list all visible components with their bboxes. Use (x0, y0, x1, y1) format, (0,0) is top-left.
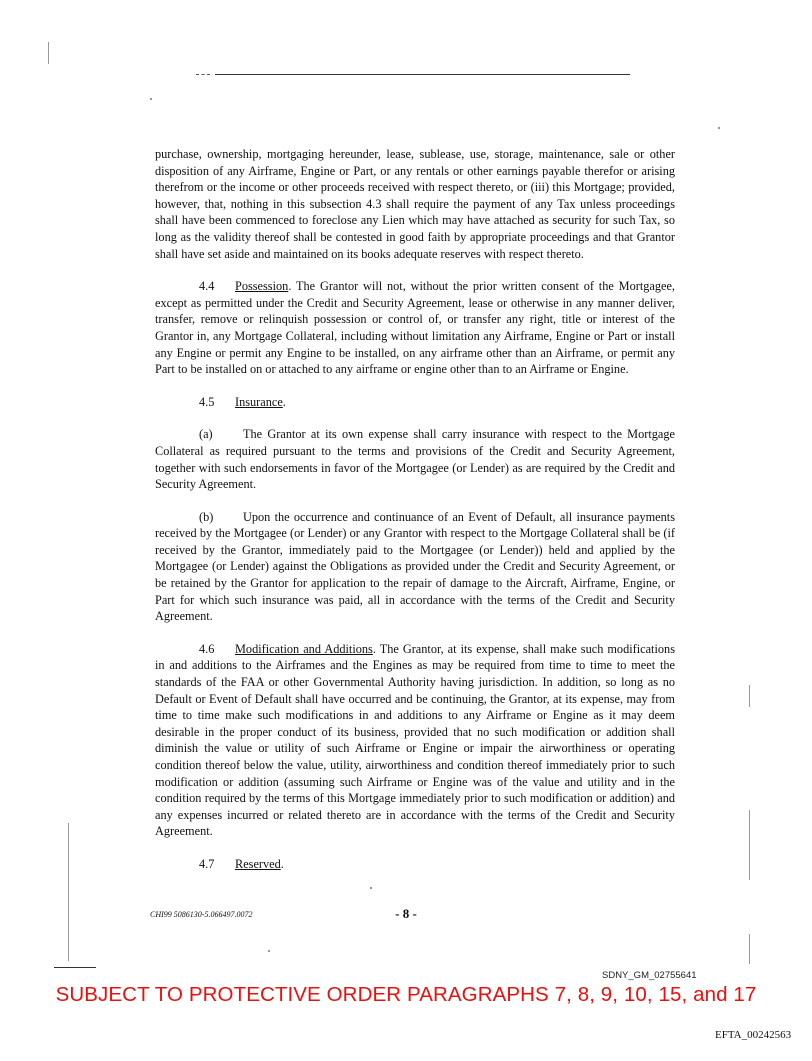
scan-speck (718, 127, 720, 129)
page-number: - 8 - (395, 906, 417, 921)
section-4-4 (155, 278, 675, 378)
scan-margin-mark (48, 42, 49, 64)
section-title: Modification and Additions (235, 641, 373, 656)
section-4-6 (155, 641, 675, 840)
scan-speck (268, 950, 270, 952)
section-4-5-a (155, 426, 675, 492)
scan-margin-mark (749, 685, 750, 707)
section-title: Reserved (235, 856, 281, 871)
scan-margin-mark (68, 823, 69, 961)
efta-number: EFTA_00242563 (715, 1029, 792, 1041)
footer-rule (54, 967, 96, 968)
section-4-7-heading (155, 856, 675, 873)
subsection-label: (a) (199, 427, 213, 442)
scan-margin-mark (749, 934, 750, 964)
section-title-suffix: . (280, 856, 284, 871)
subsection-label: (b) (199, 509, 214, 524)
section-4-5-heading (155, 394, 675, 411)
section-text: . The Grantor will not, without the prior written consent of the Mortgagee, except as permitted under the Credit and Security Agreement, lease or otherwise in any manner deliver, transfer, remove or relinquish possession or control of, or transfer any right, title or interest of the Grantor in, any Mortgage Collateral, including without limitation any Airframe, Engine or Part or install any Engine or permit any Engine to be installed, on any airframe other than an Airframe, or permit any Part to be installed on or attached to any airframe or engine other than to an Airframe or Engine. (155, 279, 675, 377)
header-dash-mark (196, 74, 210, 76)
section-title-suffix: . (282, 394, 286, 409)
scan-margin-mark (749, 810, 750, 880)
section-title: Insurance (235, 394, 283, 409)
bates-number: SDNY_GM_02755641 (602, 970, 697, 981)
section-text: . The Grantor, at its expense, shall make such modifications in and additions to the Airframes and the Engines as may be required from time to time to meet the standards of the FAA or other Governmental Authority having jurisdiction. In addition, so long as no Default or Event of Default shall have occurred and be continuing, the Grantor, at its expense, may from time to time make such modifications in and additions to any Airframe or Engine as it may deem desirable in the proper conduct of its business, provided that no such modification or addition shall diminish the value or utility of such Airframe or Engine or impair the airworthiness or operating condition thereof below the value, utility, airworthiness and condition thereof immediately prior to such modification or addition (assuming such Airframe or Engine was of the value and utility and in the condition required by the terms of this Mortgage immediately prior to such modification or addition) and any expenses incurred or related thereto are in accordance with the terms of the Credit and Security Agreement. (155, 641, 675, 839)
scan-speck (150, 98, 152, 100)
section-4-5-b (155, 509, 675, 625)
document-code: CHI99 5086130-5.066497.0072 (150, 910, 253, 919)
section-number: 4.6 (199, 641, 215, 656)
paragraph-continued: purchase, ownership, mortgaging hereunder, lease, sublease, use, storage, maintenance, sale or other disposition of any Airframe, Engine or Part, or any rentals or other earnings payable therefor or arising therefrom or the income or other proceeds received with respect thereto, or (iii) this Mortgage; provided, however, that, nothing in this subsection 4.3 shall require the payment of any Tax unless proceedings shall have been commenced to foreclose any Lien which may have attached as security for such Tax, so long as the validity thereof shall be contested in good faith by appropriate proceedings and that Grantor shall have set aside and maintained on its books adequate reserves with respect thereto. (155, 147, 675, 261)
section-number: 4.4 (199, 279, 215, 294)
section-title: Possession (235, 279, 289, 294)
protective-order-notice: SUBJECT TO PROTECTIVE ORDER PARAGRAPHS 7, 8, 9, 10, 15, and 17 (55, 983, 757, 1006)
subsection-text: The Grantor at its own expense shall carry insurance with respect to the Mortgage Collateral as required pursuant to the terms and provisions of the Credit and Security Agreement, together with such endorsements in favor of the Mortgagee (or Lender) as are required by the Credit and Security Agreement. (155, 427, 675, 492)
header-rule (215, 74, 630, 75)
section-number: 4.5 (199, 394, 215, 409)
document-body (155, 146, 675, 889)
subsection-text: Upon the occurrence and continuance of an Event of Default, all insurance payments received by the Mortgagee (or Lender) or any Grantor with respect to the Mortgage Collateral shall be (if received by the Grantor, immediately paid to the Mortgagee (or Lender)) held and applied by the Mortgagee (or Lender) against the Obligations as provided under the Credit and Security Agreement, or be retained by the Grantor for application to the repair of damage to the Aircraft, Airframe, Engine, or Part for which such insurance was paid, all in accordance with the terms of the Credit and Security Agreement. (155, 509, 675, 624)
section-number: 4.7 (199, 856, 215, 871)
